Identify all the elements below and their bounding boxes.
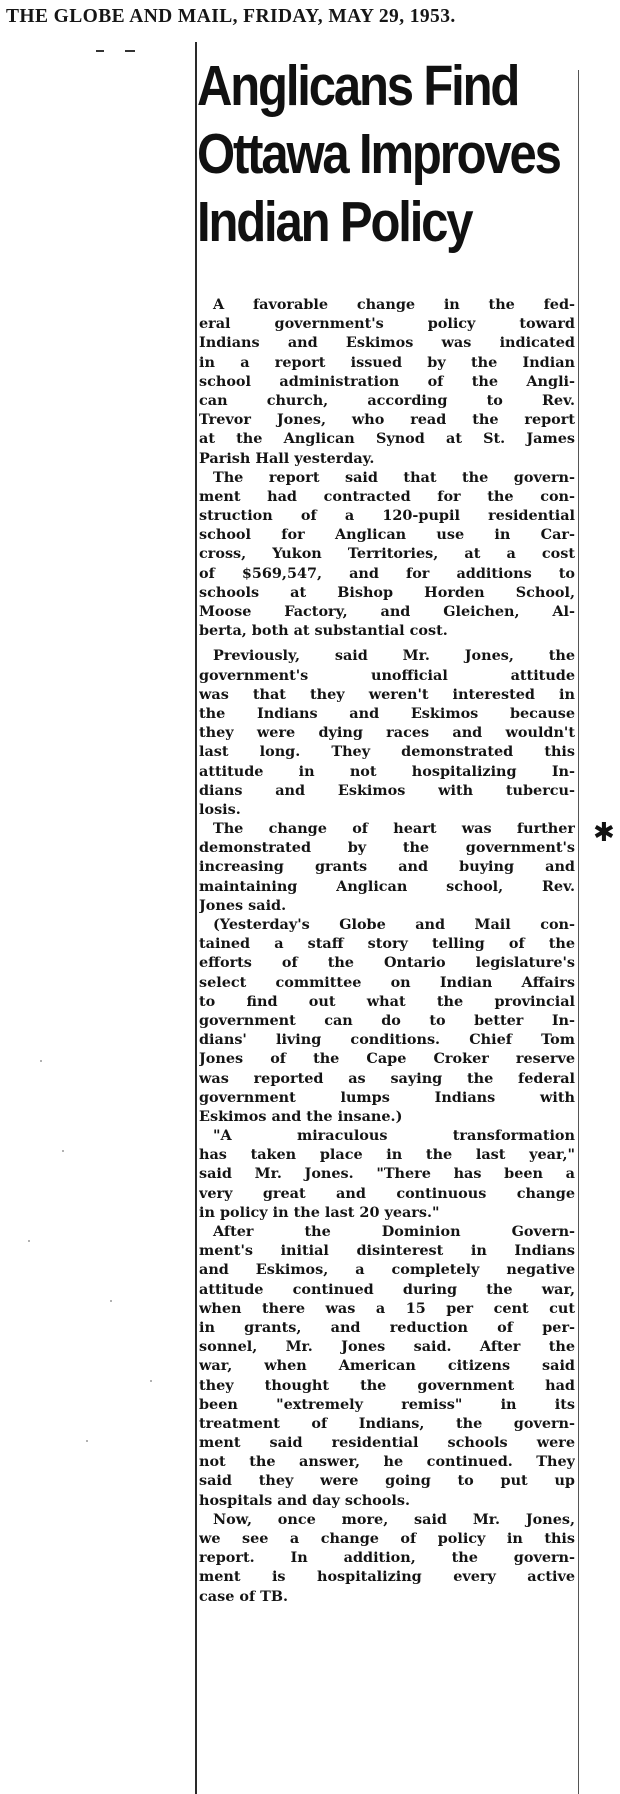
text-line: Eskimos and the insane.) xyxy=(199,1107,403,1125)
text-line: in policy in the last 20 years." xyxy=(199,1203,440,1221)
headline-line-2: Ottawa Improves xyxy=(197,122,560,186)
text-line: report. In addition, the govern- xyxy=(199,1549,575,1567)
text-line: been "extremely remiss" in its xyxy=(199,1395,575,1413)
text-line: (Yesterday's Globe and Mail con- xyxy=(213,916,575,933)
text-line: Previously, said Mr. Jones, the xyxy=(213,647,575,665)
text-line: case of TB. xyxy=(199,1587,289,1605)
text-line: Now, once more, said Mr. Jones, xyxy=(213,1510,575,1528)
text-line: Moose Factory, and Gleichen, Al- xyxy=(199,603,575,620)
scan-speck xyxy=(86,1440,88,1442)
text-line: eral government's policy toward xyxy=(199,315,575,333)
text-line: not the answer, he continued. They xyxy=(199,1453,575,1471)
scan-speck xyxy=(28,1240,30,1242)
scan-speck xyxy=(150,1380,152,1382)
text-line: attitude continued during the war, xyxy=(199,1280,575,1298)
paragraph-7 xyxy=(199,1222,575,1510)
text-line: ment had contracted for the con- xyxy=(199,487,575,505)
text-line: of $569,547, and for additions to xyxy=(199,564,575,582)
headline-line-1: Anglicans Find xyxy=(197,54,519,118)
text-line: in a report issued by the Indian xyxy=(199,353,575,371)
headline-line-3: Indian Policy xyxy=(197,190,472,254)
text-line: struction of a 120-pupil residential xyxy=(199,507,575,525)
paragraph-4 xyxy=(199,819,575,915)
text-line: very great and continuous change xyxy=(199,1184,575,1202)
text-line: was that they weren't interested in xyxy=(199,685,575,703)
text-line: said they were going to put up xyxy=(199,1472,575,1490)
text-line: Jones said. xyxy=(199,896,287,914)
asterisk-annotation-icon: ✱ xyxy=(593,818,615,848)
text-line: cross, Yukon Territories, at a cost xyxy=(199,545,575,563)
text-line: Trevor Jones, who read the report xyxy=(199,411,575,429)
scan-speck xyxy=(62,1150,64,1152)
text-line: war, when American citizens said xyxy=(199,1357,575,1375)
text-line: Jones of the Cape Croker reserve xyxy=(199,1050,575,1068)
text-line: school for Anglican use in Car- xyxy=(199,526,575,544)
text-line: Parish Hall yesterday. xyxy=(199,449,375,467)
masthead: THE GLOBE AND MAIL, FRIDAY, MAY 29, 1953. xyxy=(6,6,456,27)
text-line: increasing grants and buying and xyxy=(199,858,575,876)
text-line: school administration of the Angli- xyxy=(199,372,575,390)
text-line: dians' living conditions. Chief Tom xyxy=(199,1031,575,1049)
scan-speck xyxy=(110,1300,112,1302)
text-line: tained a staff story telling of the xyxy=(199,935,575,953)
text-line: losis. xyxy=(199,800,241,818)
paragraph-3 xyxy=(199,646,575,819)
text-line: treatment of Indians, the govern- xyxy=(199,1414,575,1432)
column-rule-left xyxy=(195,42,197,1794)
headline xyxy=(197,52,560,256)
text-line: last long. They demonstrated this xyxy=(199,743,575,761)
text-line: A favorable change in the fed- xyxy=(213,296,575,313)
clipping-mark xyxy=(96,50,104,52)
text-line: in grants, and reduction of per- xyxy=(199,1318,575,1336)
text-line: we see a change of policy in this xyxy=(199,1530,575,1547)
paragraph-6 xyxy=(199,1126,575,1222)
paragraph-8 xyxy=(199,1510,575,1606)
text-line: sonnel, Mr. Jones said. After the xyxy=(199,1338,575,1356)
text-line: The report said that the govern- xyxy=(213,468,575,486)
text-line: to find out what the provincial xyxy=(199,992,575,1010)
column-rule-right xyxy=(578,70,579,1794)
text-line: government's unofficial attitude xyxy=(199,666,575,684)
text-line: has taken place in the last year," xyxy=(199,1146,575,1164)
text-line: can church, according to Rev. xyxy=(199,391,575,409)
text-line: maintaining Anglican school, Rev. xyxy=(199,877,575,895)
text-line: After the Dominion Govern- xyxy=(213,1223,575,1240)
paragraph-1 xyxy=(199,295,575,468)
paragraph-2 xyxy=(199,468,575,641)
text-line: attitude in not hospitalizing In- xyxy=(199,762,575,780)
article-body xyxy=(199,295,575,1606)
text-line: government can do to better In- xyxy=(199,1011,575,1029)
text-line: hospitals and day schools. xyxy=(199,1491,410,1509)
text-line: demonstrated by the government's xyxy=(199,839,575,857)
text-line: schools at Bishop Horden School, xyxy=(199,583,575,601)
scan-speck xyxy=(40,1060,42,1062)
text-line: they were dying races and wouldn't xyxy=(199,724,575,742)
text-line: at the Anglican Synod at St. James xyxy=(199,430,575,448)
text-line: ment is hospitalizing every active xyxy=(199,1568,575,1586)
text-line: select committee on Indian Affairs xyxy=(199,973,575,991)
text-line: Indians and Eskimos was indicated xyxy=(199,334,575,352)
text-line: when there was a 15 per cent cut xyxy=(199,1299,575,1317)
text-line: ment's initial disinterest in Indians xyxy=(199,1242,575,1260)
text-line: and Eskimos, a completely negative xyxy=(199,1261,575,1279)
text-line: ment said residential schools were xyxy=(199,1434,575,1452)
text-line: efforts of the Ontario legislature's xyxy=(199,954,575,972)
text-line: berta, both at substantial cost. xyxy=(199,622,448,640)
text-line: "A miraculous transformation xyxy=(213,1127,575,1145)
clipping-mark xyxy=(125,50,135,52)
text-line: dians and Eskimos with tubercu- xyxy=(199,781,575,799)
text-line: government lumps Indians with xyxy=(199,1088,575,1106)
text-line: said Mr. Jones. "There has been a xyxy=(199,1165,575,1183)
text-line: was reported as saying the federal xyxy=(199,1069,575,1087)
text-line: they thought the government had xyxy=(199,1376,575,1394)
paragraph-5 xyxy=(199,915,575,1126)
text-line: The change of heart was further xyxy=(213,820,575,838)
text-line: the Indians and Eskimos because xyxy=(199,704,575,722)
